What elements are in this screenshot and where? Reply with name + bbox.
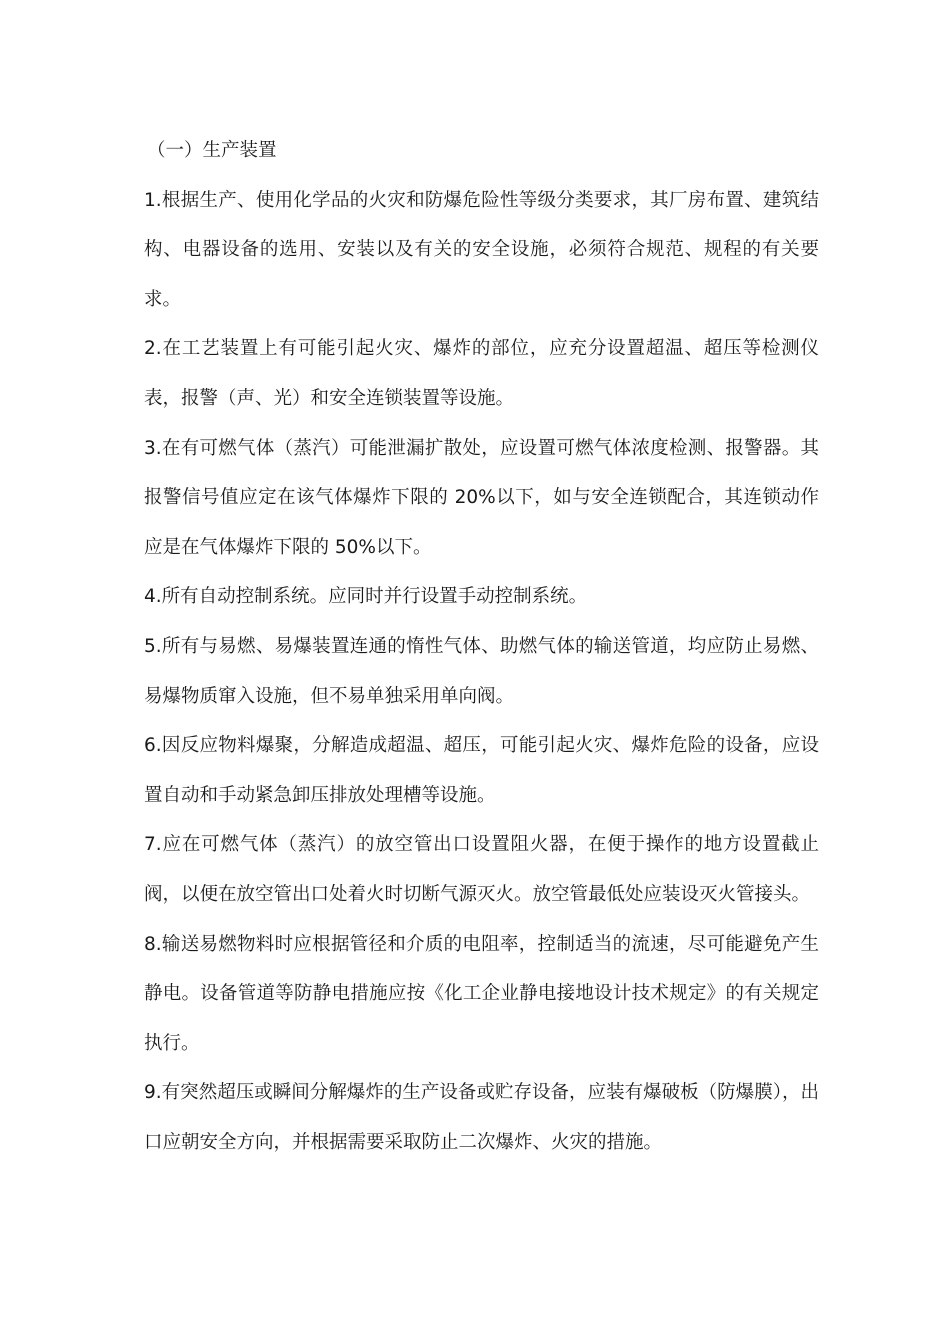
list-item-4: 4.所有自动控制系统。应同时并行设置手动控制系统。 [144,586,588,608]
list-item-1: 1.根据生产、使用化学品的火灾和防爆危险性等级分类要求，其厂房布置、建筑结构、电器设备的选用、安装以及有关的安全设施，必须符合规范、规程的有关要求。 [144,189,819,310]
list-item-9: 9.有突然超压或瞬间分解爆炸的生产设备或贮存设备，应装有爆破板（防爆膜），出口应朝安全方向，并根据需要采取防止二次爆炸、火灾的措施。 [144,1082,819,1153]
section-heading: （一）生产装置 [147,140,277,161]
document-body [144,126,819,1167]
list-item-6: 6.因反应物料爆聚，分解造成超温、超压，可能引起火灾、爆炸危险的设备，应设置自动和手动紧急卸压排放处理槽等设施。 [144,735,819,806]
list-item-8: 8.输送易燃物料时应根据管径和介质的电阻率，控制适当的流速，尽可能避免产生静电。设备管道等防静电措施应按《化工企业静电接地设计技术规定》的有关规定执行。 [144,933,819,1054]
list-item-2: 2.在工艺装置上有可能引起火灾、爆炸的部位，应充分设置超温、超压等检测仪表，报警（声、光）和安全连锁装置等设施。 [144,338,819,409]
list-item-5: 5.所有与易燃、易爆装置连通的惰性气体、助燃气体的输送管道，均应防止易燃、易爆物质窜入设施，但不易单独采用单向阀。 [144,635,819,707]
list-item-3: 3.在有可燃气体（蒸汽）可能泄漏扩散处，应设置可燃气体浓度检测、报警器。其报警信号值应定在该气体爆炸下限的 20%以下，如与安全连锁配合，其连锁动作应是在气体爆炸下限的 50%以下。 [144,437,819,558]
list-item-7: 7.应在可燃气体（蒸汽）的放空管出口设置阻火器，在便于操作的地方设置截止阀，以便在放空管出口处着火时切断气源灭火。放空管最低处应装设灭火管接头。 [144,834,819,905]
